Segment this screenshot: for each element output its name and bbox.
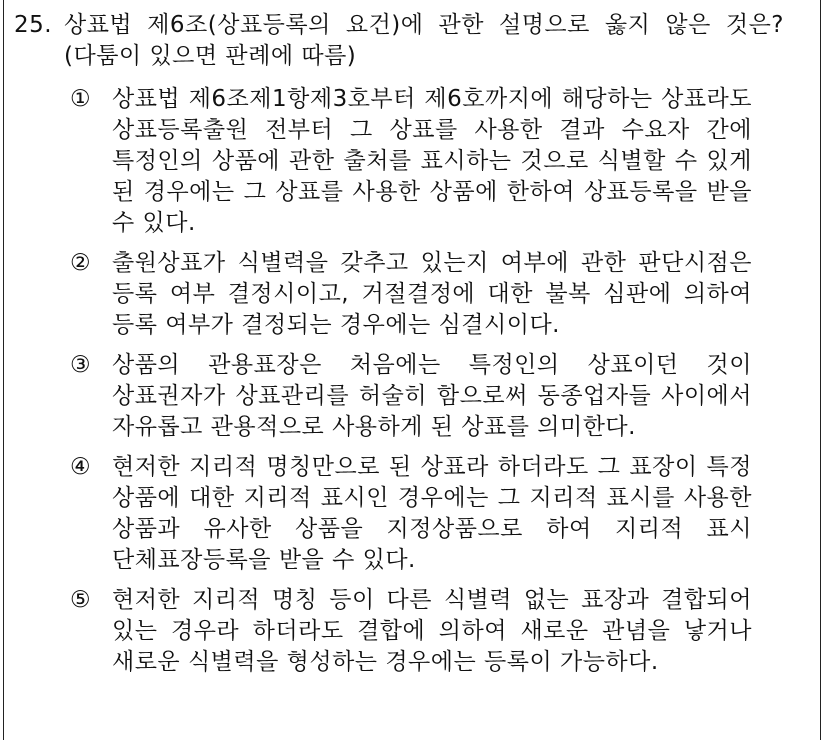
question-text: 상표법 제6조(상표등록의 요건)에 관한 설명으로 옳지 않은 것은? (다툼이 있으면 판례에 따름)	[64, 12, 784, 69]
option-4	[70, 452, 804, 576]
option-2-marker: ②	[70, 250, 92, 276]
option-1	[70, 84, 804, 239]
option-4-text: 현저한 지리적 명칭만으로 된 상표라 하더라도 그 표장이 특정 상품에 대한 지리적 표시인 경우에는 그 지리적 표시를 사용한 상품과 유사한 상품을 지정상품으로 하여 지리적 표시 단체표장등록을 받을 수 있다.	[112, 454, 752, 573]
option-5	[70, 585, 804, 678]
question-header	[14, 10, 804, 72]
question-number: 25.	[14, 12, 53, 38]
option-3	[70, 350, 804, 443]
option-4-marker: ④	[70, 454, 92, 480]
option-5-marker: ⑤	[70, 587, 92, 613]
option-5-text: 현저한 지리적 명칭 등이 다른 식별력 없는 표장과 결합되어 있는 경우라 하더라도 결합에 의하여 새로운 관념을 낳거나 새로운 식별력을 형성하는 경우에는 등록이 가능하다.	[112, 587, 752, 675]
option-2-text: 출원상표가 식별력을 갖추고 있는지 여부에 관한 판단시점은 등록 여부 결정시이고, 거절결정에 대한 불복 심판에 의하여 등록 여부가 결정되는 경우에는 심결시이다.	[112, 250, 752, 338]
answer-options	[14, 84, 804, 678]
question-block	[14, 10, 804, 687]
option-3-text: 상품의 관용표장은 처음에는 특정인의 상표이던 것이 상표권자가 상표관리를 허술히 함으로써 동종업자들 사이에서 자유롭고 관용적으로 사용하게 된 상표를 의미한다.	[112, 352, 752, 440]
option-1-marker: ①	[70, 86, 92, 112]
option-3-marker: ③	[70, 352, 92, 378]
option-1-text: 상표법 제6조제1항제3호부터 제6호까지에 해당하는 상표라도 상표등록출원 전부터 그 상표를 사용한 결과 수요자 간에 특정인의 상품에 관한 출처를 표시하는 것으로 식별할 수 있게 된 경우에는 그 상표를 사용한 상품에 한하여 상표등록을 받을 수 있다.	[112, 86, 752, 236]
option-2	[70, 248, 804, 341]
